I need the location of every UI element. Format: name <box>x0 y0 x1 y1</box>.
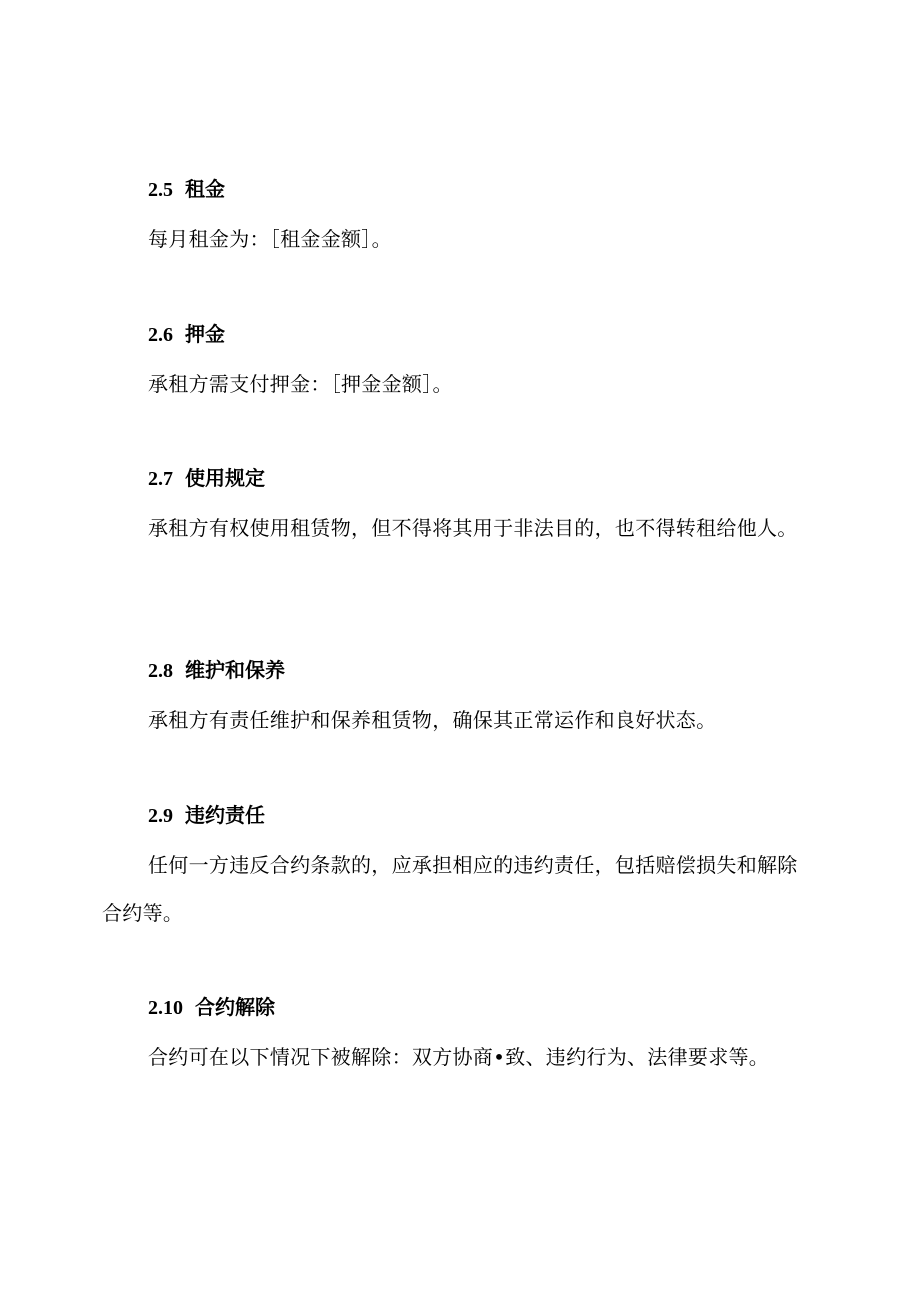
section-title: 违约责任 <box>185 803 265 827</box>
section-number: 2.8 <box>148 660 173 682</box>
section-body: 承租方有权使用租赁物，但不得将其用于非法目的，也不得转租给他人。 <box>148 516 798 540</box>
section-number: 2.10 <box>148 997 183 1019</box>
section-title: 租金 <box>185 177 225 201</box>
section-number: 2.9 <box>148 805 173 827</box>
section-heading <box>148 803 265 828</box>
section-heading <box>148 995 275 1020</box>
section-body: 承租方有责任维护和保养租赁物，确保其正常运作和良好状态。 <box>148 708 717 732</box>
section-number: 2.7 <box>148 468 173 490</box>
section-heading <box>148 466 265 491</box>
section-title: 维护和保养 <box>185 658 285 682</box>
section-body: 任何一方违反合约条款的，应承担相应的违约责任，包括赔偿损失和解除合约等。 <box>102 853 798 925</box>
section-title: 合约解除 <box>195 995 275 1019</box>
section-body: 合约可在以下情况下被解除：双方协商•致、违约行为、法律要求等。 <box>148 1045 770 1069</box>
section-number: 2.6 <box>148 324 173 346</box>
section-body: 每月租金为：［租金金额］。 <box>148 227 392 251</box>
section-number: 2.5 <box>148 179 173 201</box>
section-heading <box>148 177 225 202</box>
section-heading <box>148 658 285 683</box>
section-heading <box>148 322 225 347</box>
section-body: 承租方需支付押金：［押金金额］。 <box>148 372 453 396</box>
section-title: 使用规定 <box>185 466 265 490</box>
section-title: 押金 <box>185 322 225 346</box>
